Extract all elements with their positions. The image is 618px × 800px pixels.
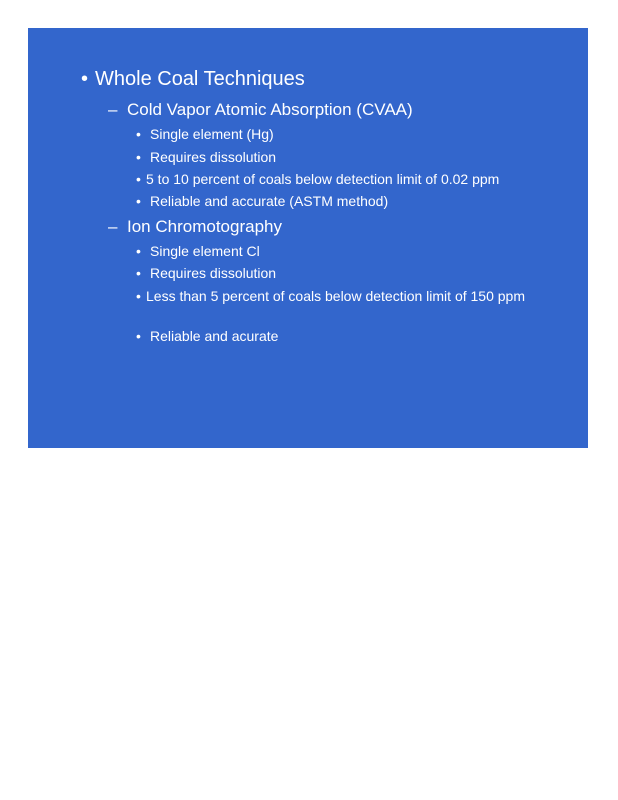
bullet-icon: • (136, 193, 141, 209)
slide (28, 28, 588, 448)
bullet-icon: • (136, 243, 141, 259)
list-item: • Single element Cl (136, 243, 260, 259)
heading-item (81, 68, 305, 91)
section-title-cvaa (108, 100, 413, 120)
bullet-icon: • (136, 126, 141, 142)
bullet-icon: • (136, 149, 141, 165)
list-item: • Requires dissolution (136, 265, 277, 281)
list-item: • Reliable and accurate (ASTM method) (136, 193, 389, 209)
list-item: • Reliable and acurate (136, 328, 279, 344)
dash-icon: – (108, 100, 118, 119)
list-item: • 5 to 10 percent of coals below detection limit of 0.02 ppm (136, 171, 500, 187)
list-item: • Less than 5 percent of coals below detection limit of 150 ppm (136, 288, 525, 304)
bullet-icon: • (81, 68, 89, 90)
bullet-icon: • (136, 265, 141, 281)
heading-text: Whole Coal Techniques (95, 68, 305, 90)
bullet-icon: • (136, 328, 141, 344)
bullet-icon: • (136, 288, 141, 304)
section-title-text: Ion Chromotography (127, 217, 282, 236)
list-item: • Single element (Hg) (136, 126, 274, 142)
section-title-text: Cold Vapor Atomic Absorption (CVAA) (127, 100, 413, 119)
list-item: • Requires dissolution (136, 149, 277, 165)
dash-icon: – (108, 217, 118, 236)
bullet-icon: • (136, 171, 141, 187)
section-title-ion (108, 217, 282, 237)
